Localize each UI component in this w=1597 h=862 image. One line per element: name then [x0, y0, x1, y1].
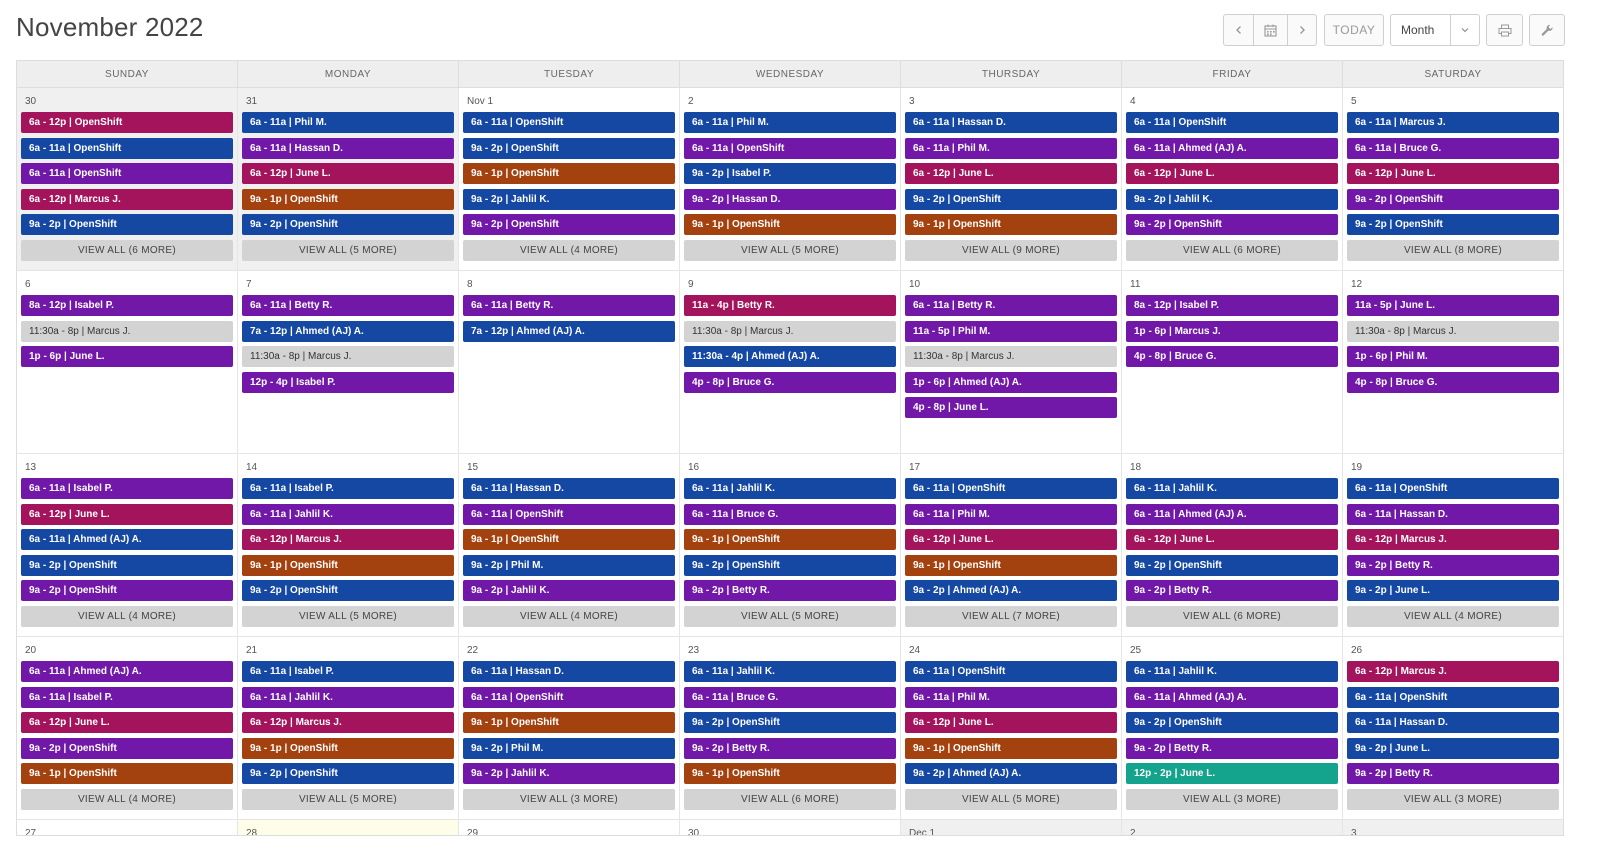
shift-event[interactable]: 9a - 2p | OpenShift [463, 214, 675, 235]
shift-event[interactable]: 6a - 11a | OpenShift [21, 163, 233, 184]
day-cell[interactable] [1343, 271, 1563, 453]
date-picker-button[interactable] [1254, 14, 1288, 46]
day-number: 4 [1130, 96, 1136, 107]
shift-event[interactable]: 6a - 11a | Phil M. [684, 112, 896, 133]
day-number: 28 [246, 828, 258, 836]
shift-event[interactable]: 9a - 2p | OpenShift [242, 763, 454, 784]
shift-event[interactable]: 9a - 2p | Betty R. [684, 580, 896, 601]
day-number: 20 [25, 645, 37, 656]
weekday-header [17, 60, 1563, 88]
shift-event[interactable]: 6a - 12p | June L. [1126, 529, 1338, 550]
shift-event[interactable]: 11a - 5p | June L. [1347, 295, 1559, 316]
day-cell[interactable] [901, 637, 1122, 819]
view-all-button[interactable]: VIEW ALL (7 MORE) [905, 606, 1117, 627]
shift-event[interactable]: 9a - 2p | OpenShift [684, 555, 896, 576]
day-number: 11 [1130, 279, 1141, 290]
day-cell[interactable] [901, 820, 1122, 836]
day-number: 21 [246, 645, 258, 656]
calendar-week [17, 271, 1563, 454]
view-all-button[interactable]: VIEW ALL (3 MORE) [1347, 789, 1559, 810]
shift-event[interactable]: 9a - 2p | OpenShift [1126, 214, 1338, 235]
shift-event[interactable]: 1p - 6p | Ahmed (AJ) A. [905, 372, 1117, 393]
day-number: 5 [1351, 96, 1357, 107]
shift-event[interactable]: 6a - 11a | Jahlil K. [1126, 478, 1338, 499]
view-all-button[interactable]: VIEW ALL (4 MORE) [1347, 606, 1559, 627]
shift-event[interactable]: 7a - 12p | Ahmed (AJ) A. [463, 321, 675, 342]
view-all-button[interactable]: VIEW ALL (4 MORE) [463, 606, 675, 627]
shift-event[interactable]: 8a - 12p | Isabel P. [1126, 295, 1338, 316]
shift-event[interactable]: 9a - 2p | OpenShift [242, 214, 454, 235]
view-all-button[interactable]: VIEW ALL (5 MORE) [242, 240, 454, 261]
shift-event[interactable]: 1p - 6p | Phil M. [1347, 346, 1559, 367]
day-cell[interactable] [238, 454, 459, 636]
shift-event[interactable]: 6a - 12p | OpenShift [21, 112, 233, 133]
day-number: 12 [1351, 279, 1363, 290]
shift-event[interactable]: 9a - 2p | OpenShift [1347, 189, 1559, 210]
shift-event[interactable]: 9a - 2p | OpenShift [1126, 555, 1338, 576]
shift-event[interactable]: 6a - 12p | June L. [905, 529, 1117, 550]
shift-event[interactable]: 6a - 11a | OpenShift [905, 661, 1117, 682]
day-number: 17 [909, 462, 921, 473]
day-cell[interactable] [238, 88, 459, 270]
day-cell[interactable] [680, 454, 901, 636]
view-all-button[interactable]: VIEW ALL (4 MORE) [21, 606, 233, 627]
shift-event[interactable]: 6a - 11a | Phil M. [905, 504, 1117, 525]
view-all-button[interactable]: VIEW ALL (6 MORE) [21, 240, 233, 261]
shift-event[interactable]: 6a - 12p | June L. [1126, 163, 1338, 184]
view-select[interactable] [1390, 14, 1480, 46]
shift-event[interactable]: 9a - 2p | June L. [1347, 738, 1559, 759]
shift-event[interactable]: 4p - 8p | Bruce G. [1347, 372, 1559, 393]
day-number: 24 [909, 645, 921, 656]
shift-event[interactable]: 6a - 11a | Betty R. [905, 295, 1117, 316]
shift-event[interactable]: 6a - 11a | Ahmed (AJ) A. [1126, 687, 1338, 708]
shift-event[interactable]: 6a - 11a | OpenShift [1347, 687, 1559, 708]
shift-event[interactable]: 9a - 1p | OpenShift [905, 555, 1117, 576]
shift-event[interactable]: 6a - 12p | Marcus J. [242, 529, 454, 550]
weekday-thursday: THURSDAY [901, 61, 1122, 87]
shift-event[interactable]: 9a - 2p | Betty R. [1347, 763, 1559, 784]
shift-event[interactable]: 9a - 1p | OpenShift [21, 763, 233, 784]
day-number: 22 [467, 645, 479, 656]
day-number: 2 [1130, 828, 1136, 836]
shift-event[interactable]: 9a - 2p | Jahlil K. [463, 763, 675, 784]
day-cell[interactable] [459, 637, 680, 819]
shift-event[interactable]: 9a - 2p | Betty R. [1126, 580, 1338, 601]
calendar-week [17, 88, 1563, 271]
day-number: 16 [688, 462, 700, 473]
shift-event[interactable]: 6a - 11a | Jahlil K. [684, 661, 896, 682]
shift-event[interactable]: 9a - 2p | June L. [1347, 580, 1559, 601]
shift-event[interactable]: 6a - 11a | Phil M. [905, 138, 1117, 159]
shift-event[interactable]: 6a - 12p | Marcus J. [21, 189, 233, 210]
printer-icon [1498, 24, 1512, 37]
shift-event[interactable]: 6a - 11a | Ahmed (AJ) A. [21, 529, 233, 550]
shift-event[interactable]: 4p - 8p | June L. [905, 397, 1117, 418]
shift-event[interactable]: 6a - 11a | Isabel P. [21, 687, 233, 708]
shift-event[interactable]: 6a - 12p | Marcus J. [1347, 661, 1559, 682]
view-all-button[interactable]: VIEW ALL (9 MORE) [905, 240, 1117, 261]
shift-event[interactable]: 6a - 11a | Phil M. [242, 112, 454, 133]
shift-event[interactable]: 6a - 12p | Marcus J. [242, 712, 454, 733]
view-all-button[interactable]: VIEW ALL (5 MORE) [684, 606, 896, 627]
shift-event[interactable]: 6a - 11a | Jahlil K. [242, 687, 454, 708]
month-calendar [16, 60, 1564, 836]
shift-event[interactable]: 9a - 2p | Betty R. [684, 738, 896, 759]
shift-event[interactable]: 6a - 11a | OpenShift [463, 112, 675, 133]
weekday-wednesday: WEDNESDAY [680, 61, 901, 87]
day-cell[interactable] [238, 820, 459, 836]
day-cell[interactable] [459, 820, 680, 836]
shift-event[interactable]: 6a - 11a | Jahlil K. [1126, 661, 1338, 682]
day-cell[interactable] [901, 454, 1122, 636]
shift-event[interactable]: 9a - 1p | OpenShift [684, 214, 896, 235]
calendar-toolbar [1223, 14, 1565, 46]
shift-event[interactable]: 6a - 11a | OpenShift [684, 138, 896, 159]
shift-event[interactable]: 6a - 11a | OpenShift [463, 504, 675, 525]
day-cell[interactable] [17, 88, 238, 270]
shift-event[interactable]: 6a - 11a | Betty R. [242, 295, 454, 316]
shift-event[interactable]: 6a - 11a | Marcus J. [1347, 112, 1559, 133]
shift-event[interactable]: 6a - 12p | June L. [21, 712, 233, 733]
day-cell[interactable] [1343, 820, 1563, 836]
today-button[interactable] [1324, 14, 1384, 46]
shift-event[interactable]: 9a - 1p | OpenShift [905, 214, 1117, 235]
prev-month-button[interactable] [1223, 14, 1254, 46]
shift-event[interactable]: 12p - 2p | June L. [1126, 763, 1338, 784]
view-all-button[interactable]: VIEW ALL (6 MORE) [684, 789, 896, 810]
shift-event[interactable]: 6a - 11a | Hassan D. [463, 478, 675, 499]
day-cell[interactable] [459, 88, 680, 270]
shift-event[interactable]: 11:30a - 8p | Marcus J. [21, 321, 233, 342]
shift-event[interactable]: 6a - 12p | June L. [905, 163, 1117, 184]
view-all-button[interactable]: VIEW ALL (6 MORE) [1126, 606, 1338, 627]
view-all-button[interactable]: VIEW ALL (5 MORE) [242, 789, 454, 810]
day-number: 3 [909, 96, 915, 107]
calendar-icon [1264, 24, 1277, 37]
day-cell[interactable] [17, 454, 238, 636]
shift-event[interactable]: 9a - 2p | Ahmed (AJ) A. [905, 580, 1117, 601]
view-all-button[interactable]: VIEW ALL (4 MORE) [21, 789, 233, 810]
shift-event[interactable]: 9a - 1p | OpenShift [242, 189, 454, 210]
shift-event[interactable]: 1p - 6p | Marcus J. [1126, 321, 1338, 342]
shift-event[interactable]: 11:30a - 8p | Marcus J. [905, 346, 1117, 367]
shift-event[interactable]: 9a - 2p | OpenShift [1126, 712, 1338, 733]
shift-event[interactable]: 9a - 2p | Phil M. [463, 738, 675, 759]
weekday-saturday: SATURDAY [1424, 68, 1482, 80]
shift-event[interactable]: 9a - 1p | OpenShift [463, 712, 675, 733]
shift-event[interactable]: 9a - 2p | Jahlil K. [1126, 189, 1338, 210]
day-cell[interactable] [680, 271, 901, 453]
calendar-weeks [17, 88, 1563, 836]
chevron-right-icon [1297, 25, 1307, 35]
day-cell[interactable] [17, 637, 238, 819]
day-cell[interactable] [680, 637, 901, 819]
day-number: 10 [909, 279, 921, 290]
shift-event[interactable]: 6a - 11a | Hassan D. [1347, 504, 1559, 525]
shift-event[interactable]: 6a - 11a | Isabel P. [242, 478, 454, 499]
shift-event[interactable]: 9a - 2p | OpenShift [684, 712, 896, 733]
day-number: 2 [688, 96, 694, 107]
day-cell[interactable] [459, 271, 680, 453]
view-all-button[interactable]: VIEW ALL (5 MORE) [905, 789, 1117, 810]
day-cell[interactable] [1122, 820, 1343, 836]
day-number: 27 [25, 828, 37, 836]
day-cell[interactable] [238, 271, 459, 453]
day-number: 29 [467, 828, 479, 836]
day-cell[interactable] [1343, 637, 1563, 819]
shift-event[interactable]: 11:30a - 8p | Marcus J. [242, 346, 454, 367]
shift-event[interactable]: 6a - 11a | Isabel P. [242, 661, 454, 682]
view-all-button[interactable]: VIEW ALL (6 MORE) [1126, 240, 1338, 261]
shift-event[interactable]: 6a - 11a | OpenShift [21, 138, 233, 159]
shift-event[interactable]: 6a - 11a | Hassan D. [1347, 712, 1559, 733]
shift-event[interactable]: 11:30a - 8p | Marcus J. [684, 321, 896, 342]
print-button[interactable] [1486, 14, 1523, 46]
view-all-button[interactable]: VIEW ALL (8 MORE) [1347, 240, 1559, 261]
settings-button[interactable] [1529, 14, 1565, 46]
shift-event[interactable]: 6a - 12p | June L. [21, 504, 233, 525]
day-cell[interactable] [901, 271, 1122, 453]
shift-event[interactable]: 12p - 4p | Isabel P. [242, 372, 454, 393]
day-number: 8 [467, 279, 473, 290]
shift-event[interactable]: 6a - 11a | Bruce G. [684, 504, 896, 525]
shift-event[interactable]: 9a - 2p | OpenShift [21, 555, 233, 576]
day-number: 15 [467, 462, 479, 473]
shift-event[interactable]: 6a - 11a | Phil M. [905, 687, 1117, 708]
calendar-week [17, 454, 1563, 637]
shift-event[interactable]: 6a - 11a | Ahmed (AJ) A. [21, 661, 233, 682]
view-select-value: Month [1401, 23, 1435, 37]
shift-event[interactable]: 7a - 12p | Ahmed (AJ) A. [242, 321, 454, 342]
shift-event[interactable]: 6a - 11a | OpenShift [463, 687, 675, 708]
view-all-button[interactable]: VIEW ALL (5 MORE) [242, 606, 454, 627]
day-number: 14 [246, 462, 258, 473]
day-number: Dec 1 [909, 828, 936, 836]
day-cell[interactable] [1122, 454, 1343, 636]
shift-event[interactable]: 4p - 8p | Bruce G. [684, 372, 896, 393]
shift-event[interactable]: 6a - 12p | Marcus J. [1347, 529, 1559, 550]
day-number: 23 [688, 645, 700, 656]
shift-event[interactable]: 9a - 2p | Betty R. [1347, 555, 1559, 576]
shift-event[interactable]: 9a - 2p | OpenShift [242, 580, 454, 601]
shift-event[interactable]: 8a - 12p | Isabel P. [21, 295, 233, 316]
shift-event[interactable]: 6a - 11a | OpenShift [905, 478, 1117, 499]
day-number: 18 [1130, 462, 1142, 473]
weekday-monday: MONDAY [238, 61, 459, 87]
shift-event[interactable]: 9a - 1p | OpenShift [684, 763, 896, 784]
day-cell[interactable] [680, 820, 901, 836]
shift-event[interactable]: 9a - 2p | Hassan D. [684, 189, 896, 210]
day-cell[interactable] [459, 454, 680, 636]
view-all-button[interactable]: VIEW ALL (4 MORE) [463, 240, 675, 261]
shift-event[interactable]: 6a - 11a | Betty R. [463, 295, 675, 316]
day-number: 7 [246, 279, 252, 290]
calendar-week [17, 637, 1563, 820]
shift-event[interactable]: 11a - 5p | Phil M. [905, 321, 1117, 342]
shift-event[interactable]: 9a - 2p | Jahlil K. [463, 189, 675, 210]
page-title: November 2022 [16, 12, 204, 42]
shift-event[interactable]: 9a - 2p | Betty R. [1126, 738, 1338, 759]
day-cell[interactable] [1122, 637, 1343, 819]
shift-event[interactable]: 6a - 11a | Isabel P. [21, 478, 233, 499]
shift-event[interactable]: 6a - 12p | June L. [242, 163, 454, 184]
shift-event[interactable]: 6a - 11a | Hassan D. [242, 138, 454, 159]
shift-event[interactable]: 6a - 11a | Bruce G. [1347, 138, 1559, 159]
shift-event[interactable]: 6a - 11a | OpenShift [1347, 478, 1559, 499]
next-month-button[interactable] [1288, 14, 1317, 46]
weekday-tuesday: TUESDAY [459, 61, 680, 87]
shift-event[interactable]: 6a - 11a | Jahlil K. [242, 504, 454, 525]
shift-event[interactable]: 4p - 8p | Bruce G. [1126, 346, 1338, 367]
shift-event[interactable]: 6a - 11a | Hassan D. [463, 661, 675, 682]
shift-event[interactable]: 6a - 11a | Hassan D. [905, 112, 1117, 133]
shift-event[interactable]: 9a - 2p | OpenShift [21, 738, 233, 759]
day-number: 9 [688, 279, 694, 290]
view-all-button[interactable]: VIEW ALL (3 MORE) [1126, 789, 1338, 810]
shift-event[interactable]: 1p - 6p | June L. [21, 346, 233, 367]
day-cell[interactable] [17, 820, 238, 836]
shift-event[interactable]: 9a - 1p | OpenShift [905, 738, 1117, 759]
view-all-button[interactable]: VIEW ALL (5 MORE) [684, 240, 896, 261]
wrench-icon [1541, 24, 1554, 37]
shift-event[interactable]: 6a - 11a | Jahlil K. [684, 478, 896, 499]
day-number: 30 [25, 96, 37, 107]
shift-event[interactable]: 6a - 11a | Ahmed (AJ) A. [1126, 504, 1338, 525]
day-number: 19 [1351, 462, 1363, 473]
shift-event[interactable]: 9a - 2p | Ahmed (AJ) A. [905, 763, 1117, 784]
day-cell[interactable] [1343, 454, 1563, 636]
shift-event[interactable]: 6a - 11a | Bruce G. [684, 687, 896, 708]
day-number: Nov 1 [467, 96, 494, 107]
shift-event[interactable]: 6a - 12p | June L. [1347, 163, 1559, 184]
day-cell[interactable] [17, 271, 238, 453]
shift-event[interactable]: 9a - 1p | OpenShift [684, 529, 896, 550]
chevron-down-icon [1450, 15, 1479, 45]
today-button-label: TODAY [1332, 23, 1376, 37]
day-number: 26 [1351, 645, 1363, 656]
day-number: 13 [25, 462, 37, 473]
day-number: 3 [1351, 828, 1357, 836]
day-number: 31 [246, 96, 258, 107]
shift-event[interactable]: 9a - 2p | OpenShift [21, 214, 233, 235]
chevron-left-icon [1234, 25, 1244, 35]
shift-event[interactable]: 9a - 1p | OpenShift [242, 555, 454, 576]
shift-event[interactable]: 9a - 1p | OpenShift [463, 529, 675, 550]
day-cell[interactable] [1122, 271, 1343, 453]
shift-event[interactable]: 9a - 2p | OpenShift [463, 138, 675, 159]
shift-event[interactable]: 11:30a - 8p | Marcus J. [1347, 321, 1559, 342]
day-number: 6 [25, 279, 31, 290]
shift-event[interactable]: 9a - 2p | OpenShift [21, 580, 233, 601]
day-cell[interactable] [1343, 88, 1563, 270]
shift-event[interactable]: 11:30a - 4p | Ahmed (AJ) A. [684, 346, 896, 367]
day-cell[interactable] [1122, 88, 1343, 270]
shift-event[interactable]: 6a - 11a | OpenShift [1126, 112, 1338, 133]
day-cell[interactable] [680, 88, 901, 270]
weekday-sunday: SUNDAY [17, 61, 238, 87]
shift-event[interactable]: 9a - 2p | Isabel P. [684, 163, 896, 184]
shift-event[interactable]: 11a - 4p | Betty R. [684, 295, 896, 316]
shift-event[interactable]: 9a - 2p | OpenShift [1347, 214, 1559, 235]
shift-event[interactable]: 9a - 1p | OpenShift [242, 738, 454, 759]
shift-event[interactable]: 6a - 11a | Ahmed (AJ) A. [1126, 138, 1338, 159]
day-cell[interactable] [238, 637, 459, 819]
calendar-week [17, 820, 1563, 836]
day-cell[interactable] [901, 88, 1122, 270]
day-number: 25 [1130, 645, 1142, 656]
view-all-button[interactable]: VIEW ALL (3 MORE) [463, 789, 675, 810]
shift-event[interactable]: 9a - 2p | Jahlil K. [463, 580, 675, 601]
shift-event[interactable]: 9a - 2p | Phil M. [463, 555, 675, 576]
shift-event[interactable]: 6a - 12p | June L. [905, 712, 1117, 733]
shift-event[interactable]: 9a - 1p | OpenShift [463, 163, 675, 184]
shift-event[interactable]: 9a - 2p | OpenShift [905, 189, 1117, 210]
day-number: 30 [688, 828, 700, 836]
weekday-friday: FRIDAY [1122, 61, 1343, 87]
